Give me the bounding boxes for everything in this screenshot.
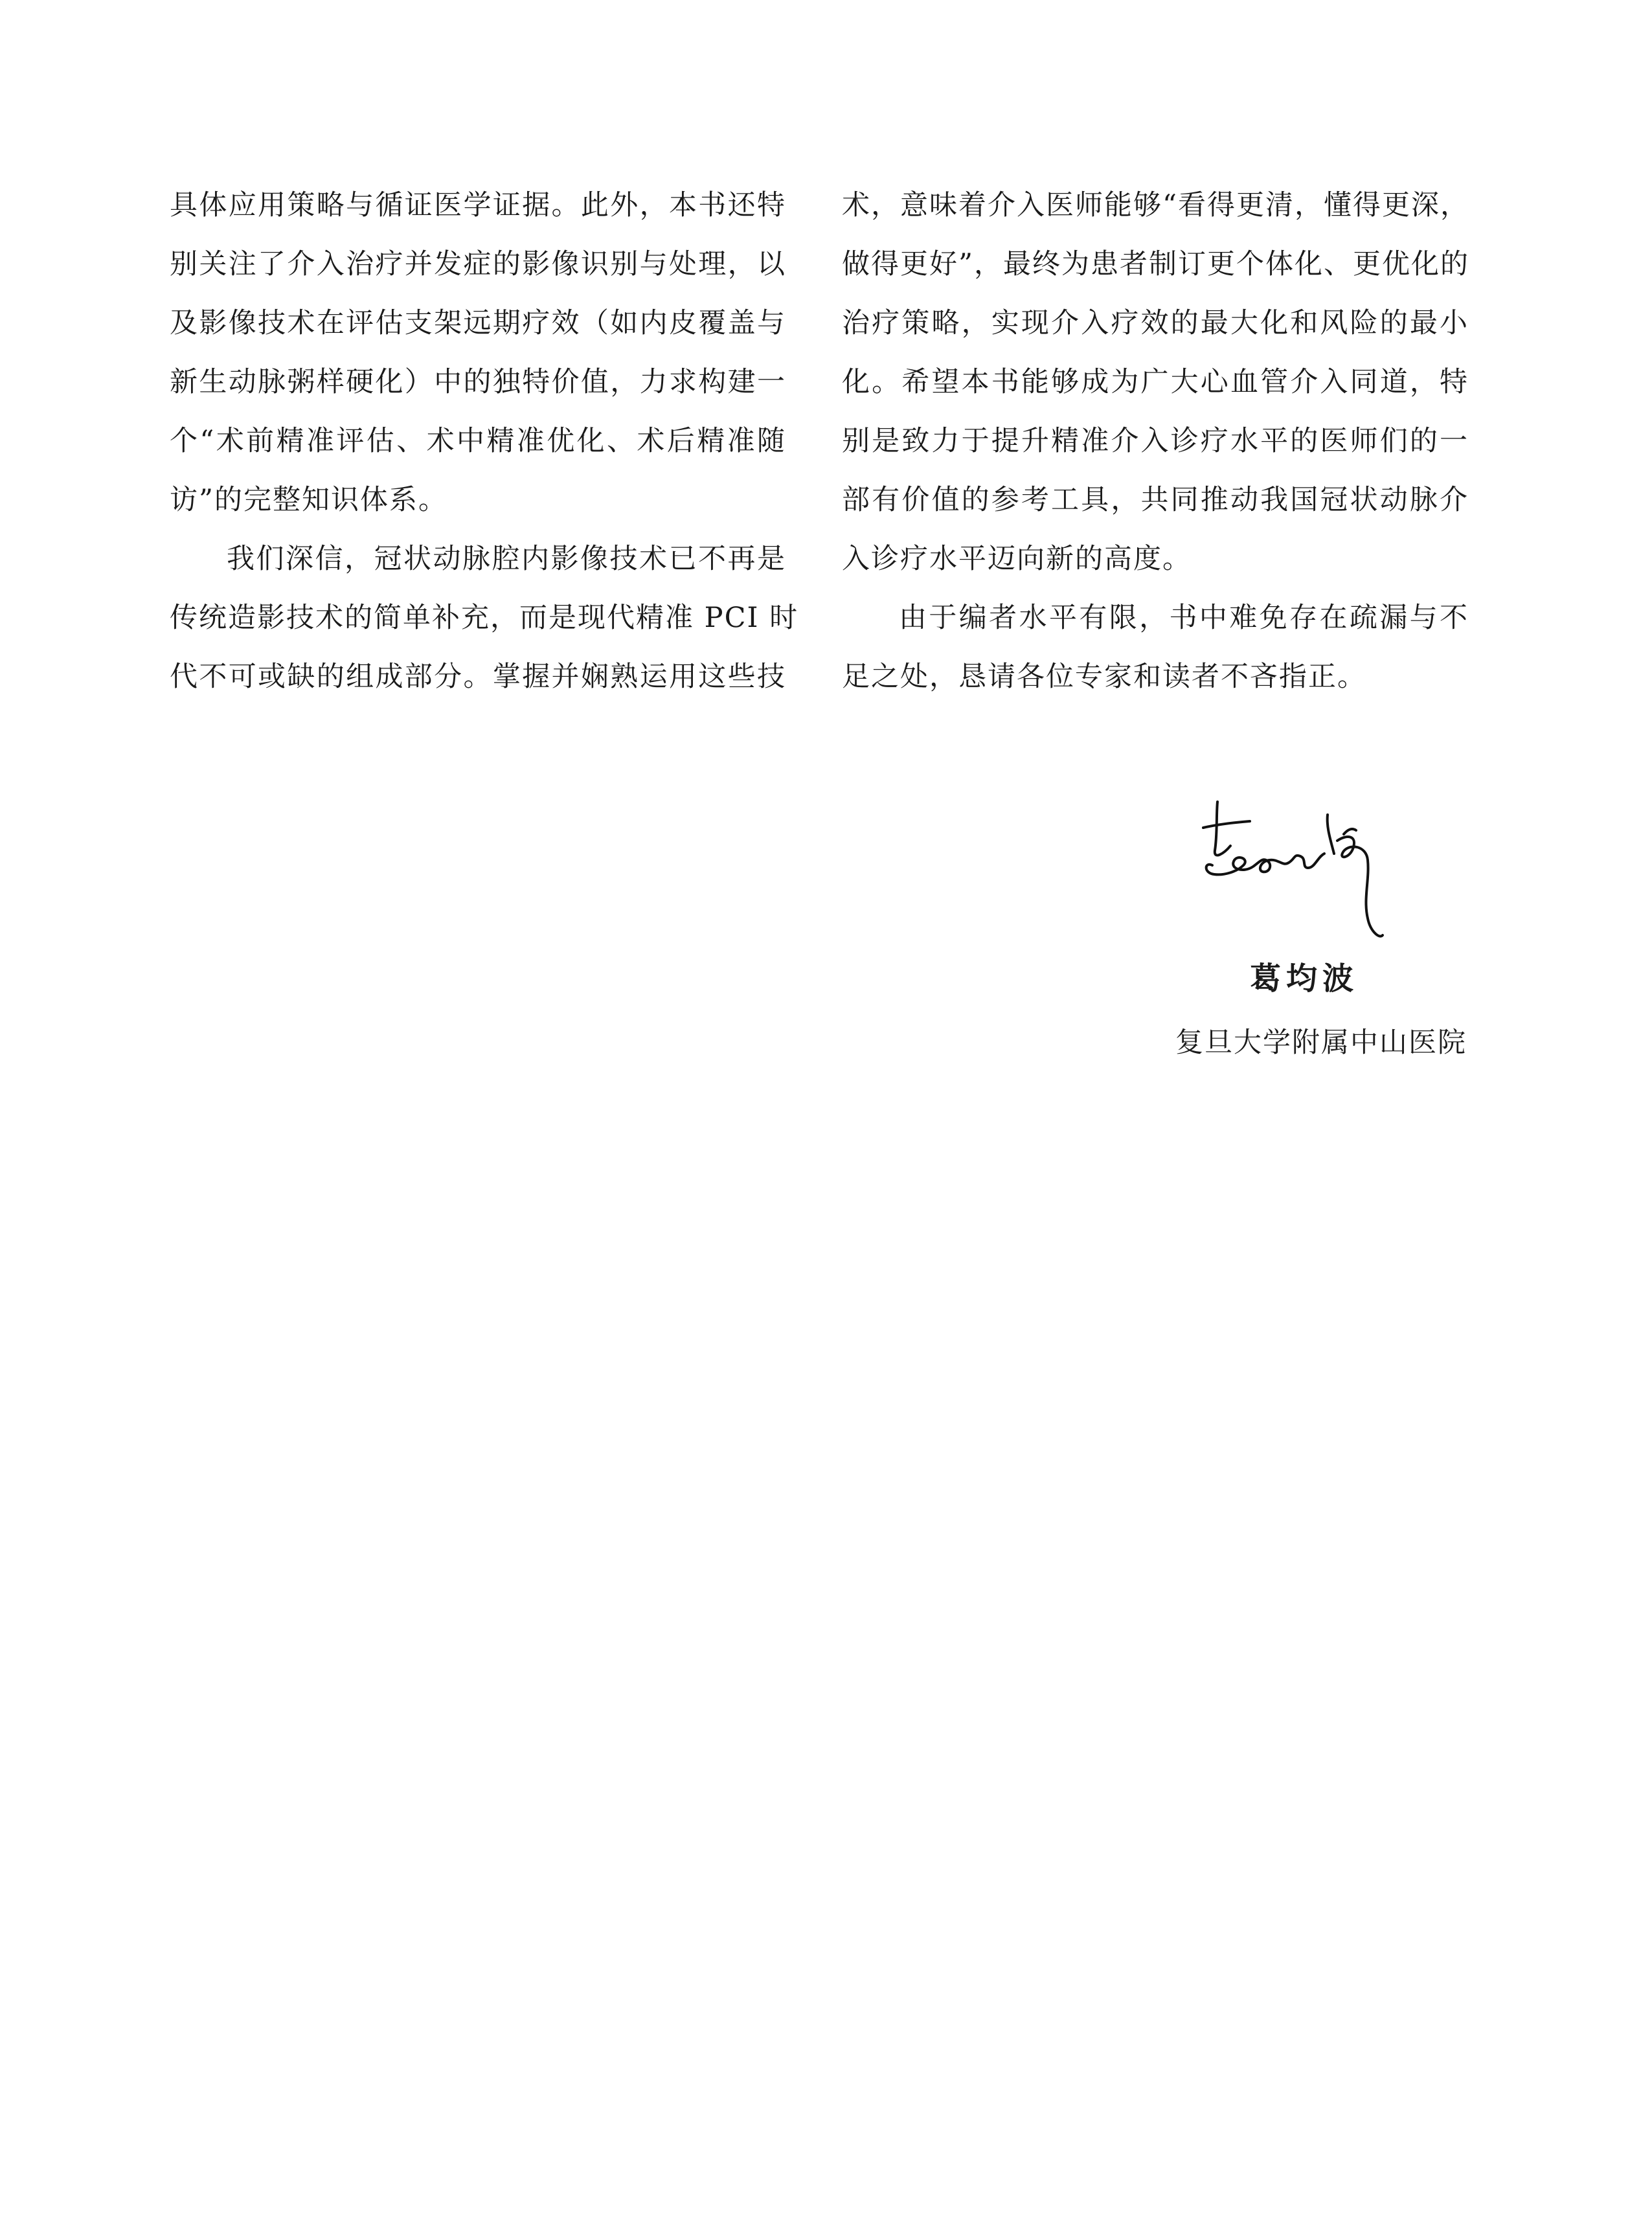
text-line: 我们深信，冠状动脉腔内影像技术已不再是	[227, 543, 786, 575]
author-name: 葛均波	[1250, 960, 1359, 997]
text-line: 访”的完整知识体系。	[170, 484, 447, 516]
text-line: 部有价值的参考工具，共同推动我国冠状动脉介	[842, 484, 1469, 516]
text-line: 传统造影技术的简单补充，而是现代精准 PCI 时	[170, 602, 799, 634]
author-affiliation: 复旦大学附属中山医院	[1175, 1027, 1467, 1059]
text-line: 代不可或缺的组成部分。掌握并娴熟运用这些技	[170, 661, 786, 693]
handwritten-signature	[1198, 789, 1412, 951]
text-line: 具体应用策略与循证医学证据。此外，本书还特	[170, 189, 786, 221]
text-line: 个“术前精准评估、术中精准优化、术后精准随	[170, 425, 786, 457]
right-text-column	[842, 176, 1469, 707]
text-line: 入诊疗水平迈向新的高度。	[842, 543, 1192, 575]
text-line: 化。希望本书能够成为广大心血管介入同道，特	[842, 366, 1469, 398]
text-line: 由于编者水平有限，书中难免存在疏漏与不	[899, 602, 1469, 634]
text-line: 及影像技术在评估支架远期疗效（如内皮覆盖与	[170, 307, 786, 339]
text-line: 做得更好”，最终为患者制订更个体化、更优化的	[842, 248, 1469, 280]
text-line: 新生动脉粥样硬化）中的独特价值，力求构建一	[170, 366, 786, 398]
text-line: 别关注了介入治疗并发症的影像识别与处理，以	[170, 248, 786, 280]
text-line: 别是致力于提升精准介入诊疗水平的医师们的一	[842, 425, 1469, 457]
text-line: 治疗策略，实现介入疗效的最大化和风险的最小	[842, 307, 1469, 339]
text-line: 足之处，恳请各位专家和读者不吝指正。	[842, 661, 1366, 693]
text-line: 术，意味着介入医师能够“看得更清，懂得更深，	[842, 189, 1469, 221]
left-text-column	[170, 176, 799, 707]
